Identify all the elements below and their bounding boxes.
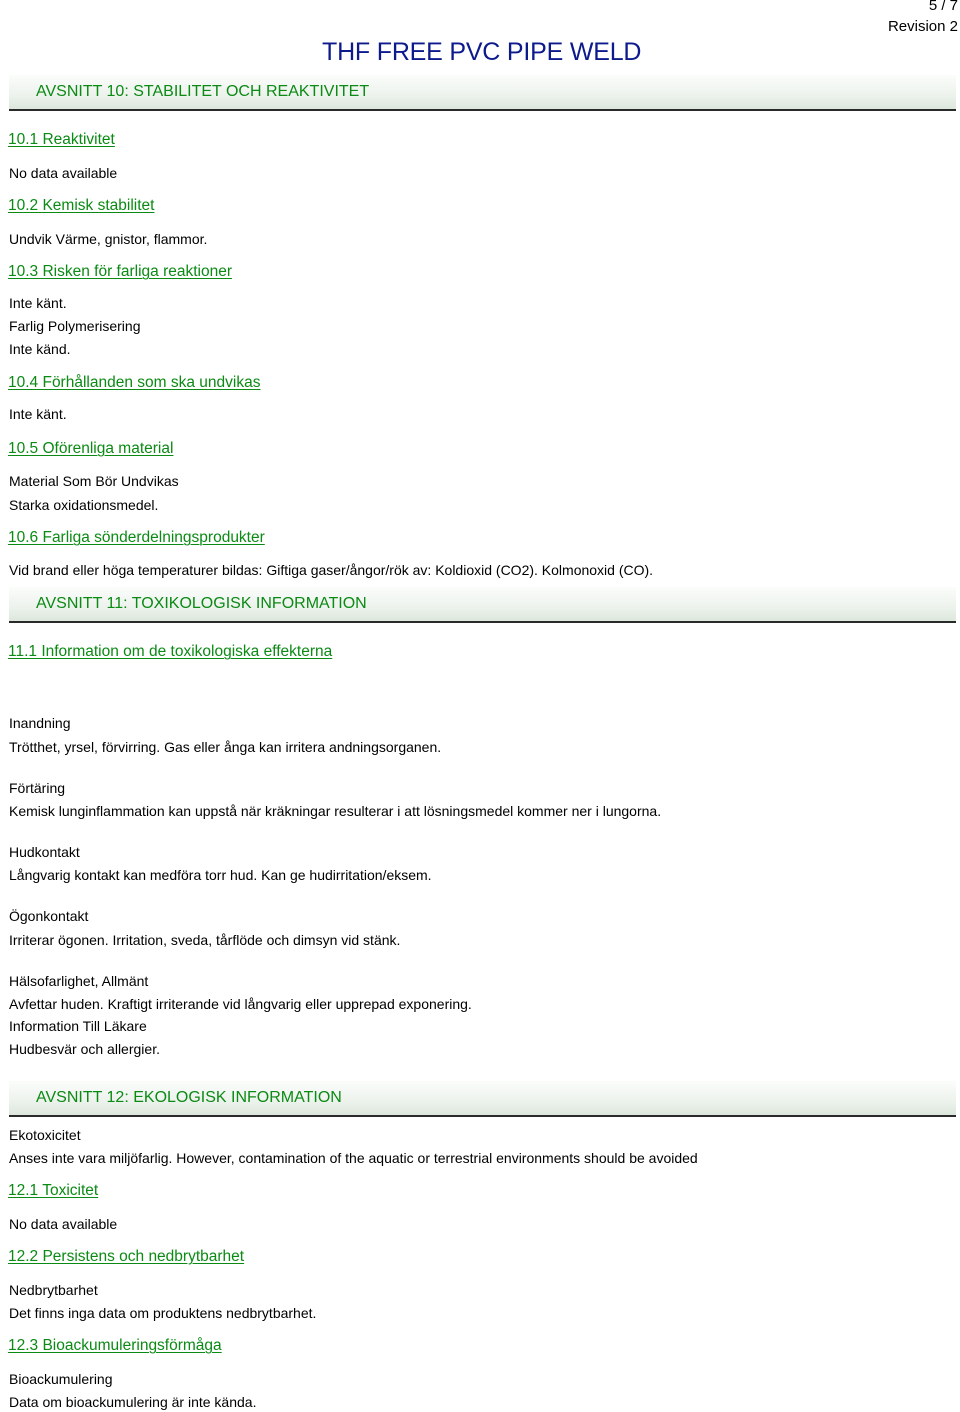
subsection-10-2-title: 10.2 Kemisk stabilitet <box>8 197 155 214</box>
section-10-heading: AVSNITT 10: STABILITET OCH REAKTIVITET <box>36 83 370 100</box>
text-10-2-line1: Undvik Värme, gnistor, flammor. <box>9 231 208 247</box>
health-hazard-label: Hälsofarlighet, Allmänt <box>9 973 149 989</box>
degradability-label: Nedbrytbarhet <box>9 1282 98 1298</box>
physician-info-text: Hudbesvär och allergier. <box>9 1041 160 1057</box>
subsection-10-1-title: 10.1 Reaktivitet <box>8 131 115 148</box>
skin-contact-label: Hudkontakt <box>9 844 80 860</box>
subsection-10-6-title: 10.6 Farliga sönderdelningsprodukter <box>8 529 265 546</box>
inhalation-label: Inandning <box>9 715 71 731</box>
subsection-10-3-title: 10.3 Risken för farliga reaktioner <box>8 263 233 280</box>
subsection-10-4-title: 10.4 Förhållanden som ska undvikas <box>8 374 261 391</box>
text-10-3-line2: Farlig Polymerisering <box>9 318 141 334</box>
ingestion-label: Förtäring <box>9 780 66 796</box>
ecotoxicity-label: Ekotoxicitet <box>9 1127 81 1143</box>
eye-contact-label: Ögonkontakt <box>9 908 89 924</box>
text-10-3-line1: Inte känt. <box>9 295 67 311</box>
text-10-5-line2: Starka oxidationsmedel. <box>9 497 159 513</box>
health-hazard-text: Avfettar huden. Kraftigt irriterande vid långvarig eller upprepad exponering. <box>9 996 472 1012</box>
skin-contact-text: Långvarig kontakt kan medföra torr hud. Kan ge hudirritation/eksem. <box>9 867 432 883</box>
section-10-heading-band <box>9 75 956 111</box>
text-10-6-line1: Vid brand eller höga temperaturer bildas: Giftiga gaser/ångor/rök av: Koldioxid (CO2). Kolmonoxid (CO). <box>9 562 654 578</box>
bioaccumulation-label: Bioackumulering <box>9 1371 113 1387</box>
text-10-3-line3: Inte känd. <box>9 341 71 357</box>
page-number: 5 / 7 <box>928 0 958 14</box>
subsection-12-1-title: 12.1 Toxicitet <box>8 1182 99 1199</box>
subsection-12-2-title: 12.2 Persistens och nedbrytbarhet <box>8 1248 245 1265</box>
text-10-4-line1: Inte känt. <box>9 406 67 422</box>
document-title: THF FREE PVC PIPE WELD <box>322 38 642 66</box>
ecotoxicity-text: Anses inte vara miljöfarlig. However, contamination of the aquatic or terrestrial environments should be avoided <box>9 1150 698 1166</box>
bioaccumulation-text: Data om bioackumulering är inte kända. <box>9 1394 257 1410</box>
text-10-1-line1: No data available <box>9 165 118 181</box>
subsection-11-1-title: 11.1 Information om de toxikologiska effekterna <box>8 643 333 660</box>
section-12-heading: AVSNITT 12: EKOLOGISK INFORMATION <box>36 1089 342 1106</box>
physician-info-label: Information Till Läkare <box>9 1018 147 1034</box>
section-11-heading-band <box>9 587 956 623</box>
ingestion-text: Kemisk lunginflammation kan uppstå när kräkningar resulterar i att lösningsmedel kommer ner i lungorna. <box>9 803 662 819</box>
text-10-5-line1: Material Som Bör Undvikas <box>9 473 179 489</box>
eye-contact-text: Irriterar ögonen. Irritation, sveda, tårflöde och dimsyn vid stänk. <box>9 932 401 948</box>
degradability-text: Det finns inga data om produktens nedbrytbarhet. <box>9 1305 317 1321</box>
subsection-10-5-title: 10.5 Oförenliga material <box>8 440 174 457</box>
section-12-heading-band <box>9 1081 956 1117</box>
section-11-heading: AVSNITT 11: TOXIKOLOGISK INFORMATION <box>36 595 367 612</box>
subsection-12-3-title: 12.3 Bioackumuleringsförmåga <box>8 1337 222 1354</box>
revision-label: Revision 2 <box>887 18 958 35</box>
inhalation-text: Trötthet, yrsel, förvirring. Gas eller ånga kan irritera andningsorganen. <box>9 739 442 755</box>
text-12-1-line1: No data available <box>9 1216 118 1232</box>
